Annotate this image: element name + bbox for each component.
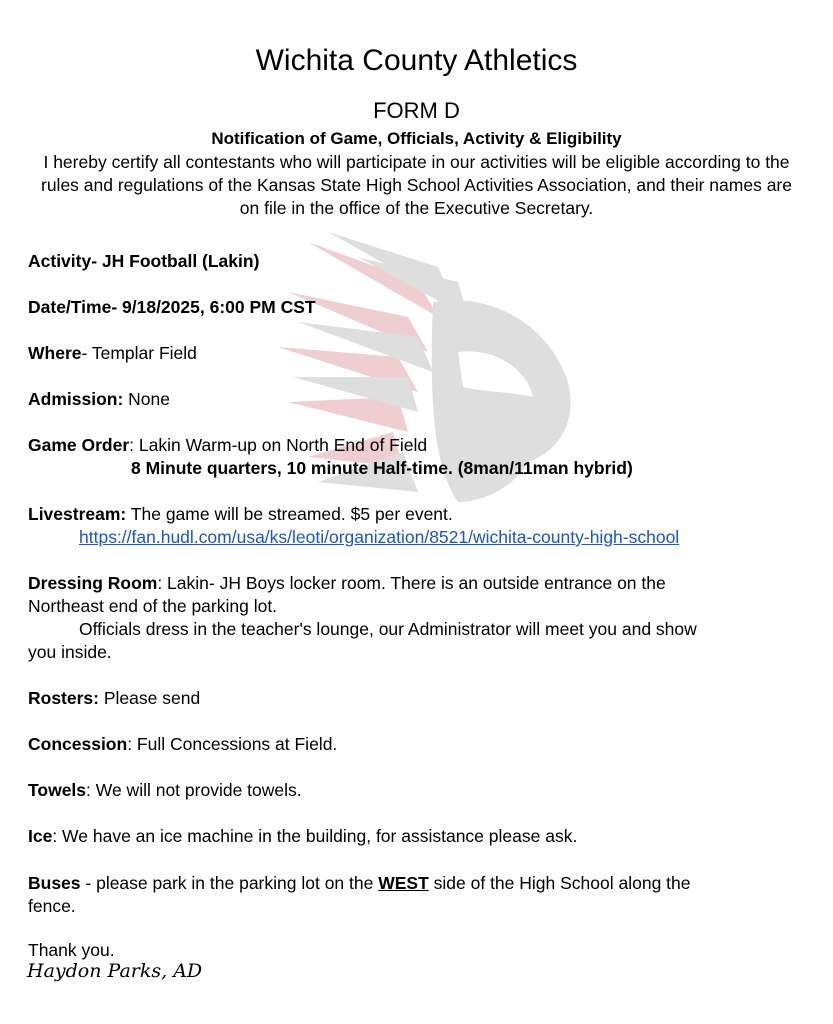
buses-value-pre: - please park in the parking lot on the (80, 873, 379, 893)
ice-line (28, 826, 577, 847)
officials-dress-line-2: you inside. (28, 642, 112, 662)
towels-line (28, 780, 302, 801)
rosters-value: Please send (99, 688, 201, 708)
buses-label: Buses (28, 873, 81, 893)
ice-label: Ice (28, 826, 53, 846)
game-order-line (28, 435, 427, 456)
closing-text: Thank you. (28, 940, 115, 960)
signature: Haydon Parks, AD (27, 960, 203, 982)
towels-label: Towels (28, 780, 87, 800)
where-line (28, 343, 197, 364)
rosters-line (28, 688, 200, 709)
page-title: Wichita County Athletics (255, 44, 578, 77)
livestream-value: The game will be streamed. $5 per event. (126, 504, 453, 524)
rosters-label: Rosters: (28, 688, 99, 708)
buses-line (28, 873, 691, 894)
game-order-value: : Lakin Warm-up on North End of Field (129, 435, 428, 455)
certification-text: I hereby certify all contestants who will participate in our activities will be eligible according to the rules and regulations of the Kansas State High School Activities Association, and their names are on file in the office of the Executive Secretary. (41, 152, 792, 218)
livestream-line (28, 504, 453, 525)
ice-value: : We have an ice machine in the building, for assistance please ask. (52, 826, 578, 846)
form-subtitle: Notification of Game, Officials, Activity & Eligibility (211, 129, 622, 148)
buses-value-post: side of the High School along the (428, 873, 691, 893)
admission-label: Admission: (28, 389, 124, 409)
admission-line (28, 389, 170, 410)
officials-dress-line: Officials dress in the teacher's lounge, our Administrator will meet you and show (79, 619, 697, 639)
dressing-room-value: : Lakin- JH Boys locker room. There is an outside entrance on the (157, 573, 666, 593)
activity-line: Activity- JH Football (Lakin) (28, 251, 260, 271)
livestream-label: Livestream: (28, 504, 127, 524)
dressing-room-label: Dressing Room (28, 573, 158, 593)
form-label: FORM D (373, 98, 460, 123)
concession-label: Concession (28, 734, 128, 754)
datetime-line: Date/Time- 9/18/2025, 6:00 PM CST (28, 297, 316, 317)
buses-line-2: fence. (28, 896, 76, 916)
dressing-room-line-2: Northeast end of the parking lot. (28, 596, 278, 616)
buses-emphasis-west: WEST (378, 873, 429, 893)
dressing-room-line (28, 573, 666, 594)
concession-value: : Full Concessions at Field. (127, 734, 338, 754)
admission-value: None (123, 389, 170, 409)
game-order-label: Game Order (28, 435, 130, 455)
where-label: Where (28, 343, 82, 363)
game-order-detail: 8 Minute quarters, 10 minute Half-time. (8man/11man hybrid) (131, 458, 633, 478)
towels-value: : We will not provide towels. (86, 780, 302, 800)
where-value: - Templar Field (81, 343, 197, 363)
livestream-link[interactable]: https://fan.hudl.com/usa/ks/leoti/organization/8521/wichita-county-high-school (79, 527, 680, 547)
concession-line (28, 734, 337, 755)
